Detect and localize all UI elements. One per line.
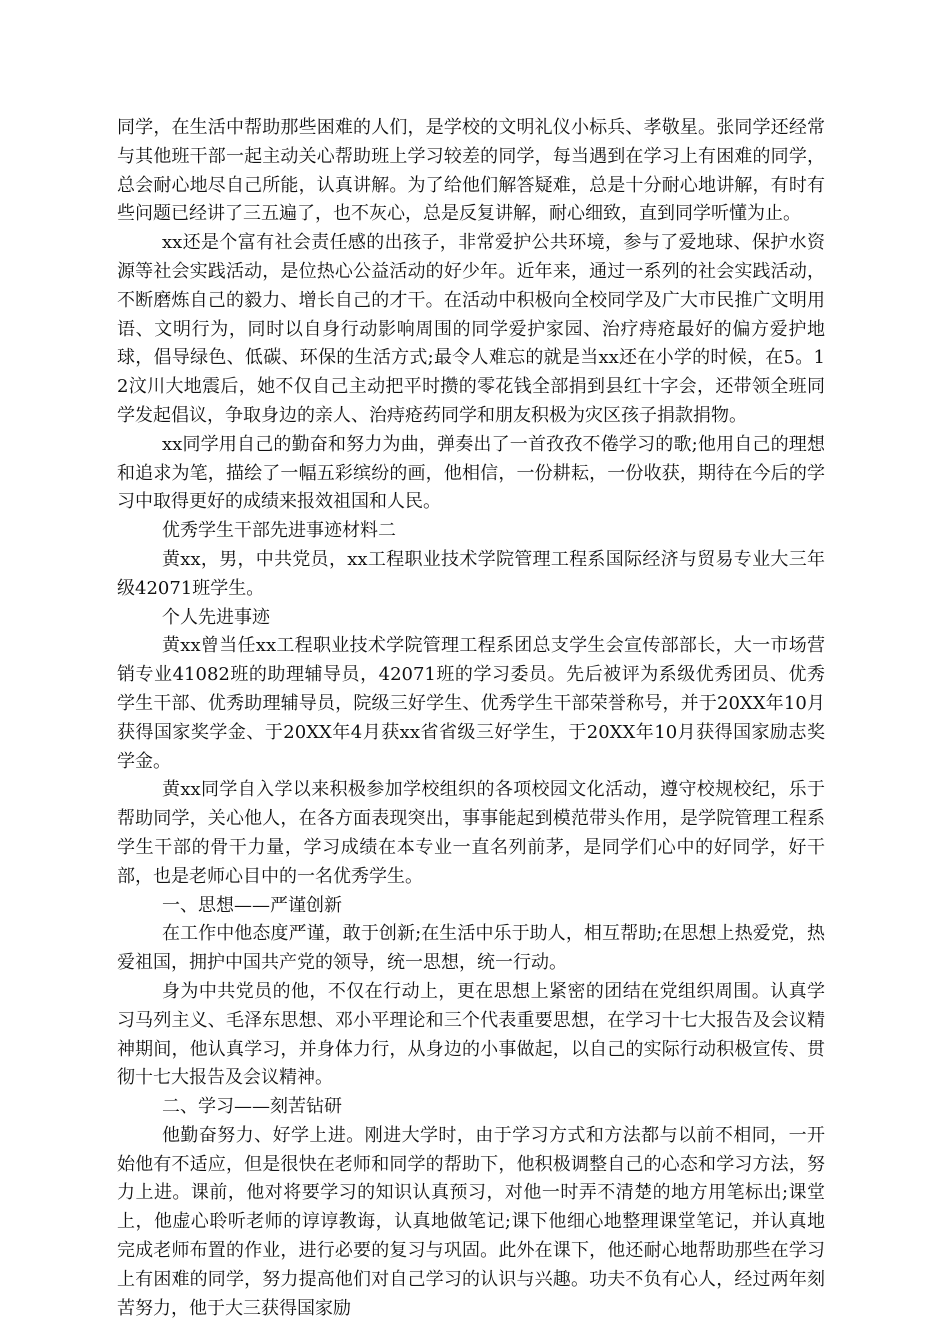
paragraph-1: 同学，在生活中帮助那些困难的人们，是学校的文明礼仪小标兵、孝敬星。张同学还经常与其他班干部一起主动关心帮助班上学习较差的同学，每当遇到在学习上有困难的同学，总会耐心地尽自己所能，认真讲解。为了给他们解答疑难，总是十分耐心地讲解，有时有些问题已经讲了三五遍了，也不灰心，总是反复讲解，耐心细致，直到同学听懂为止。 (117, 117, 825, 225)
paragraph-3: xx同学用自己的勤奋和努力为曲，弹奏出了一首孜孜不倦学习的歌;他用自己的理想和追求为笔，描绘了一幅五彩缤纷的画，他相信，一份耕耘，一份收获，期待在今后的学习中取得更好的成绩来报效祖国和人民。 (117, 433, 825, 513)
document-body (117, 114, 825, 1323)
paragraph-study: 他勤奋努力、好学上进。刚进大学时，由于学习方式和方法都与以前不相同，一开始他有不适应，但是很快在老师和同学的帮助下，他积极调整自己的心态和学习方法，努力上进。课前，他对将要学习的知识认真预习，对他一时弄不清楚的地方用笔标出;课堂上，他虚心聆听老师的谆谆教诲，认真地做笔记;课下他细心地整理课堂笔记，并认真地完成老师布置的作业，进行必要的复习与巩固。此外在课下，他还耐心地帮助那些在学习上有困难的同学，努力提高他们对自己学习的认识与兴趣。功夫不负有心人，经过两年刻苦努力，他于大三获得国家励 (117, 1124, 825, 1319)
heading-thought: 一、思想——严谨创新 (162, 894, 342, 916)
student-intro: 黄xx，男，中共党员，xx工程职业技术学院管理工程系国际经济与贸易专业大三年级42071班学生。 (117, 548, 825, 599)
paragraph-activities: 黄xx同学自入学以来积极参加学校组织的各项校园文化活动，遵守校规校纪，乐于帮助同学，关心他人，在各方面表现突出，事事能起到模范带头作用，是学院管理工程系学生干部的骨干力量，学习成绩在本专业一直名列前茅，是同学们心中的好同学，好干部，也是老师心目中的一名优秀学生。 (117, 779, 825, 887)
paragraph-party: 身为中共党员的他，不仅在行动上，更在思想上紧密的团结在党组织周围。认真学习马列主义、毛泽东思想、邓小平理论和三个代表重要思想，在学习十七大报告及会议精神期间，他认真学习，并身体力行，从身边的小事做起，以自己的实际行动积极宣传、贯彻十七大报告及会议精神。 (117, 980, 825, 1089)
section-title-2: 优秀学生干部先进事迹材料二 (162, 520, 396, 542)
paragraph-attitude: 在工作中他态度严谨，敢于创新;在生活中乐于助人，相互帮助;在思想上热爱党，热爱祖国，拥护中国共产党的领导，统一思想，统一行动。 (117, 923, 825, 974)
paragraph-2: xx还是个富有社会责任感的出孩子，非常爱护公共环境，参与了爱地球、保护水资源等社会实践活动，是位热心公益活动的好少年。近年来，通过一系列的社会实践活动，不断磨炼自己的毅力、增长自己的才干。在活动中积极向全校同学及广大市民推广文明用语、文明行为，同时以自身行动影响周围的同学爱护家园、治疗痔疮最好的偏方爱护地球，倡导绿色、低碳、环保的生活方式;最令人难忘的就是当xx还在小学的时候，在5。12汶川大地震后，她不仅自己主动把平时攒的零花钱全部捐到县红十字会，还带领全班同学发起倡议，争取身边的亲人、治痔疮药同学和朋友积极为灾区孩子捐款捐物。 (117, 232, 825, 426)
subheading-deeds: 个人先进事迹 (162, 606, 270, 628)
heading-study: 二、学习——刻苦钻研 (162, 1096, 342, 1118)
paragraph-honors: 黄xx曾当任xx工程职业技术学院管理工程系团总支学生会宣传部部长，大一市场营销专业41082班的助理辅导员，42071班的学习委员。先后被评为系级优秀团员、优秀学生干部、优秀助理辅导员，院级三好学生、优秀学生干部荣誉称号，并于20XX年10月获得国家奖学金、于20XX年4月获xx省省级三好学生，于20XX年10月获得国家励志奖学金。 (117, 635, 825, 772)
